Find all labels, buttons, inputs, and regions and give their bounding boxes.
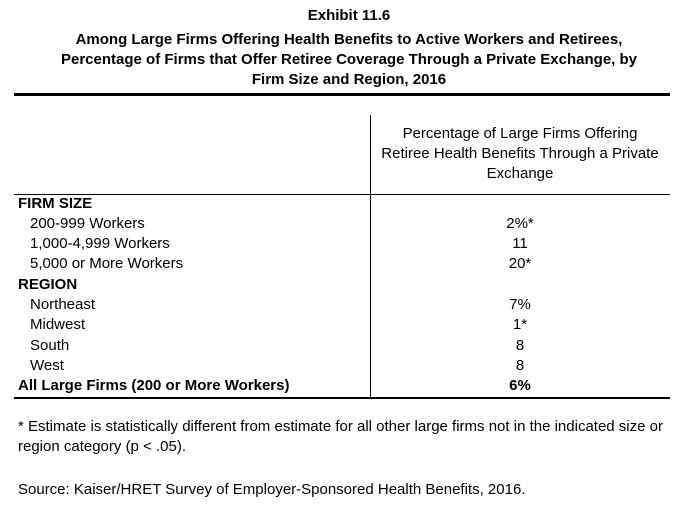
total-value: 6%: [509, 377, 531, 394]
row-label: 1,000-4,999 Workers: [30, 235, 170, 252]
table-row: [0, 254, 698, 274]
table-row: [0, 275, 698, 295]
row-label: Northeast: [30, 296, 96, 313]
table-row: [0, 234, 698, 254]
row-label: South: [30, 337, 70, 354]
row-label: 5,000 or More Workers: [30, 255, 184, 272]
exhibit-number: Exhibit 11.6: [307, 7, 391, 24]
row-value: 7%: [509, 296, 531, 313]
table-row: [0, 356, 698, 376]
total-label: All Large Firms (200 or More Workers): [18, 377, 290, 394]
table-row: [0, 194, 698, 214]
bottom-rule: [14, 397, 670, 399]
row-value: 11: [512, 235, 528, 252]
row-value: 8: [515, 337, 525, 354]
row-value: 2%*: [506, 215, 534, 232]
row-value: 20*: [508, 255, 532, 272]
table-row: [0, 214, 698, 234]
source-note: Source: Kaiser/HRET Survey of Employer-Sponsored Health Benefits, 2016.: [18, 481, 526, 498]
title-line-2: Percentage of Firms that Offer Retiree Coverage Through a Private Exchange, by: [61, 51, 637, 68]
row-label: Midwest: [30, 316, 86, 333]
title-line-3: Firm Size and Region, 2016: [251, 71, 447, 88]
top-rule: [14, 93, 670, 96]
table-row: [0, 315, 698, 335]
table-row: [0, 336, 698, 356]
title-line-1: Among Large Firms Offering Health Benefits to Active Workers and Retirees,: [75, 31, 623, 48]
column-header: Percentage of Large Firms Offering Retiree Health Benefits Through a Private Exchange: [381, 125, 659, 182]
row-value: 8: [515, 357, 525, 374]
row-value: 1*: [512, 316, 528, 333]
section-header-firm-size: FIRM SIZE: [18, 195, 93, 212]
section-header-region: REGION: [18, 276, 78, 293]
table-row-total: [0, 376, 698, 396]
footnote: * Estimate is statistically different from estimate for all other large firms not in the indicated size or region category (p < .05).: [18, 418, 663, 455]
row-label: 200-999 Workers: [30, 215, 145, 232]
table-row: [0, 295, 698, 315]
row-label: West: [30, 357, 64, 374]
